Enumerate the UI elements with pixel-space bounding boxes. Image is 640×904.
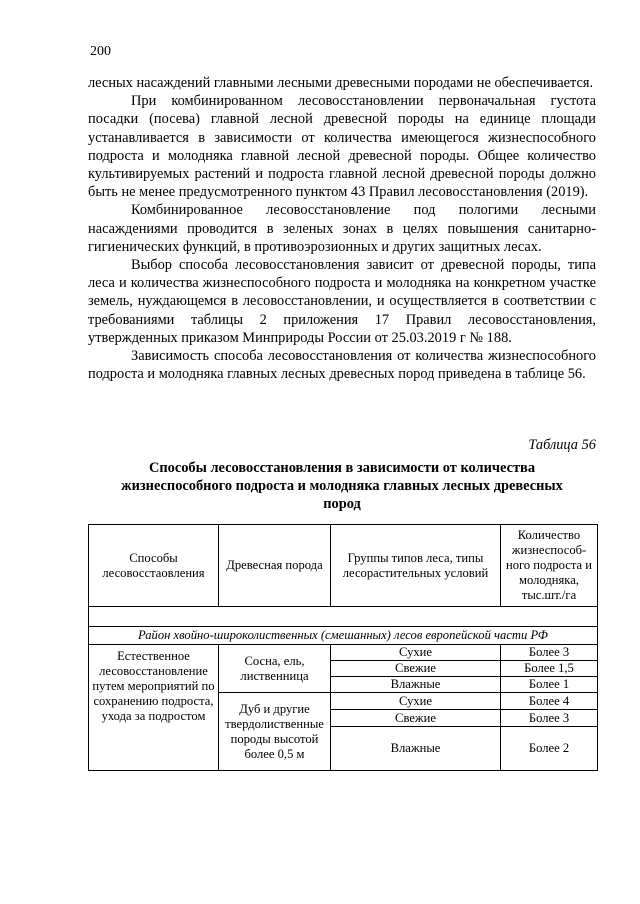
forest-type-cell: Сухие — [331, 693, 501, 710]
forest-type-cell: Влажные — [331, 727, 501, 771]
species-cell-2: Дуб и другие твердолиственные породы высотой более 0,5 м — [219, 693, 331, 771]
quantity-cell: Более 1 — [501, 677, 598, 693]
forest-type-cell: Свежие — [331, 710, 501, 727]
page-number: 200 — [90, 44, 111, 59]
forest-type-cell: Свежие — [331, 661, 501, 677]
quantity-cell: Более 3 — [501, 710, 598, 727]
data-table — [88, 524, 598, 771]
table-empty-row — [89, 607, 598, 627]
forest-type-cell: Влажные — [331, 677, 501, 693]
species-cell-1: Сосна, ель, лиственница — [219, 645, 331, 693]
header-method: Способы лесовосстаовления — [89, 525, 219, 607]
quantity-cell: Более 3 — [501, 645, 598, 661]
quantity-cell: Более 4 — [501, 693, 598, 710]
table-header-row — [89, 525, 598, 607]
table-region-row — [89, 627, 598, 645]
method-cell: Естественное лесовосстановление путем мероприятий по сохранению подроста, ухода за подростом — [89, 645, 219, 771]
empty-cell — [89, 607, 598, 627]
region-cell: Район хвойно-широколиственных (смешанных) лесов европейской части РФ — [89, 627, 598, 645]
quantity-cell: Более 1,5 — [501, 661, 598, 677]
paragraph-4: Выбор способа лесовосстановления зависит от древесной породы, типа леса и количества жизнеспособного подроста и молодняка на конкретном участке земель, нуждающемся в лесовосстановлении, и осуществляется в соответствии с требованиями таблицы 2 приложения 17 Правил лесовосстановления, утвержденных приказом Минприроды России от 25.03.2019 г № 188. — [88, 257, 596, 346]
paragraph-1: лесных насаждений главными лесными древесными породами не обеспечивается. — [88, 75, 594, 91]
body-text — [88, 74, 596, 383]
header-forest-type: Группы типов леса, типы лесорастительных условий — [331, 525, 501, 607]
header-species: Древесная порода — [219, 525, 331, 607]
quantity-cell: Более 2 — [501, 727, 598, 771]
paragraph-5: Зависимость способа лесовосстановления от количества жизнеспособного подроста и молодняка главных лесных древесных пород приведена в таблице 56. — [88, 348, 596, 383]
table-caption: Таблица 56 — [528, 437, 596, 453]
paragraph-2: При комбинированном лесовосстановлении первоначальная густота посадки (посева) главной лесной древесной породы на единице площади устанавливается в зависимости от количества имеющегося жизнеспособного подроста и молодняка главной лесной древесной породы. Общее количество культивируемых растений и подроста главной лесной древесной породы должно быть не менее предусмотренного пунктом 43 Правил лесовосстановления (2019). — [88, 93, 596, 201]
table-title: Способы лесовосстановления в зависимости от количества жизнеспособного подроста и молодняка главных лесных древесных пород — [121, 460, 563, 512]
forest-type-cell: Сухие — [331, 645, 501, 661]
paragraph-3: Комбинированное лесовосстановление под пологими лесными насаждениями проводится в зеленых зонах в целях повышения санитарно-гигиенических функций, в противоэрозионных и других защитных лесах. — [88, 202, 596, 255]
header-quantity: Количество жизнеспособ-ного подроста и молодняка, тыс.шт./га — [501, 525, 598, 607]
table-row — [89, 645, 598, 661]
